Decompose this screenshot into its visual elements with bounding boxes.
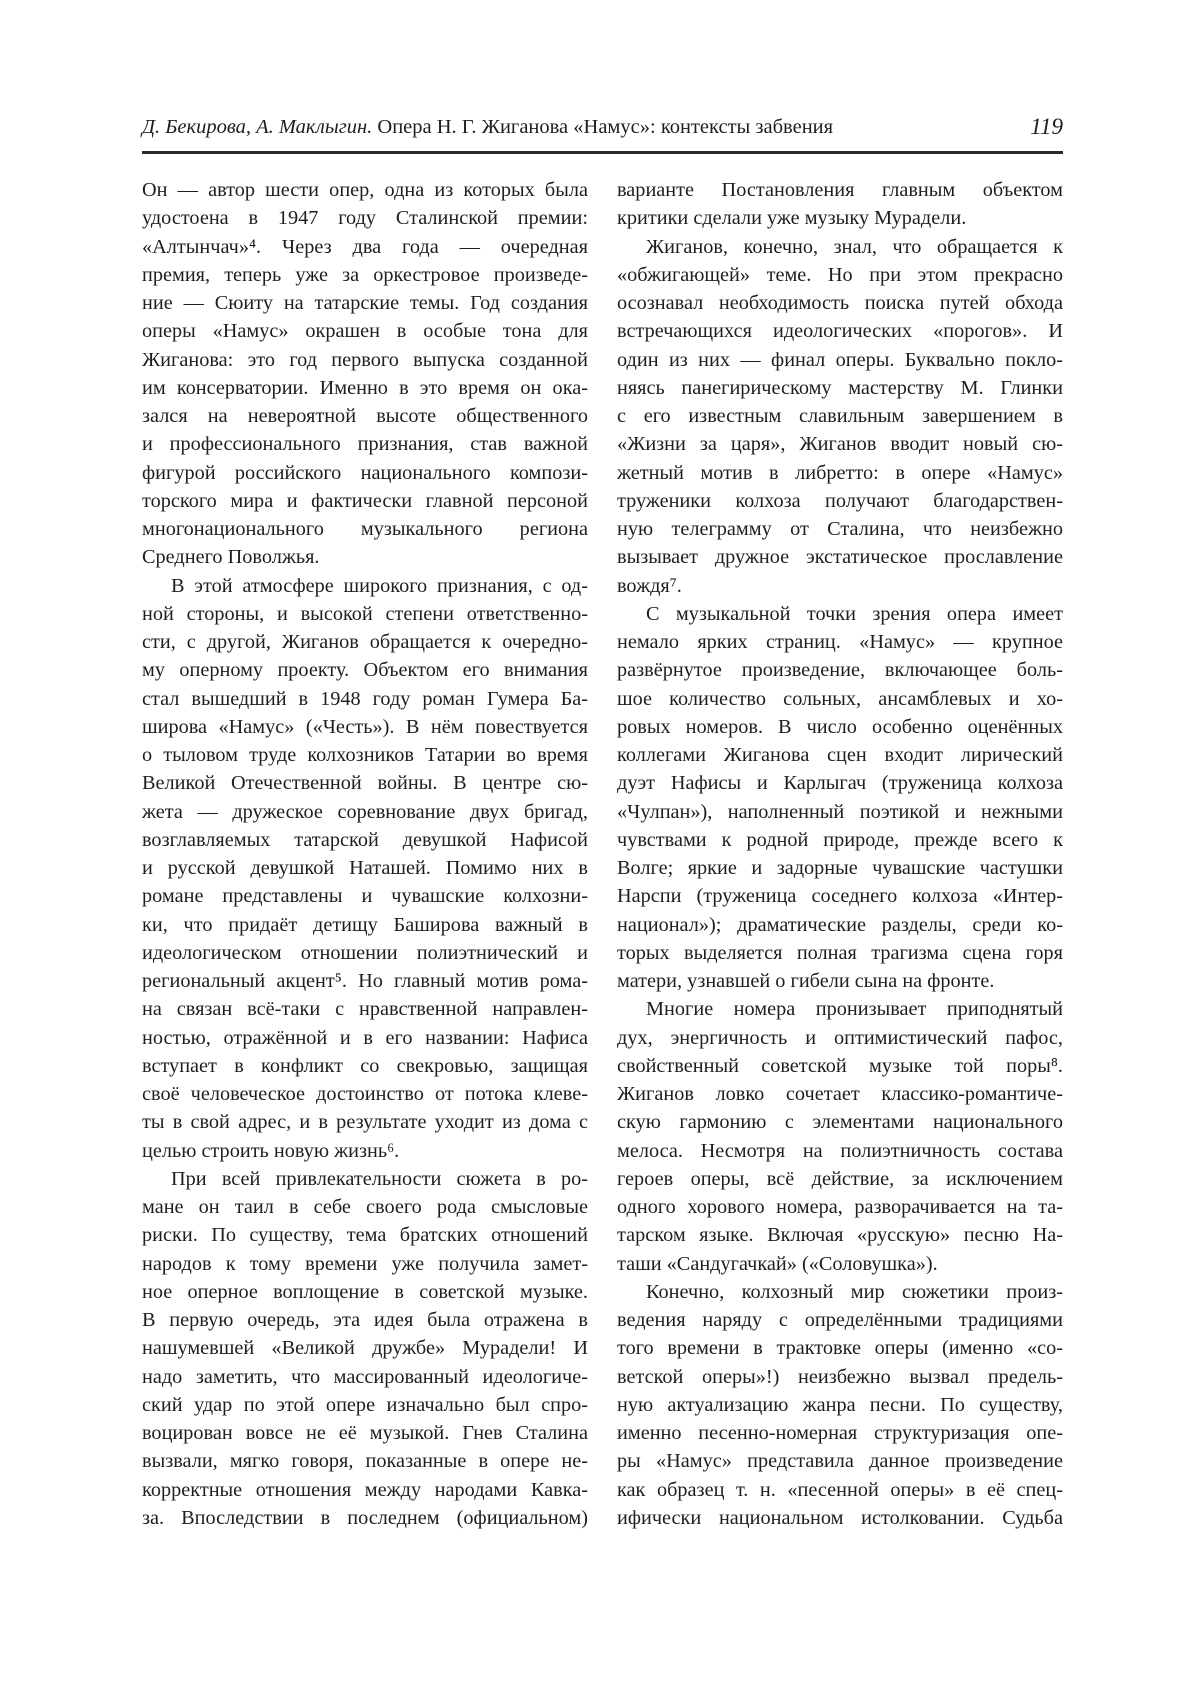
page-number: 119 [1030,112,1063,142]
text-line: ной стороны, и высокой степени ответственно- [142,600,588,628]
text-line: многонационального музыкального региона [142,515,588,543]
text-line: удостоена в 1947 году Сталинской премии: [142,204,588,232]
text-line: «Алтынчач»⁴. Через два года — очередная [142,233,588,261]
text-line: ние — Сюиту на татарские темы. Год создания [142,289,588,317]
text-line: ровых номеров. В число особенно оценённых [617,713,1063,741]
text-line: вызывает дружное экстатическое прославление [617,543,1063,571]
text-line: одного хорового номера, разворачивается на та- [617,1193,1063,1221]
text-line: жета — дружеское соревнование двух бригад, [142,798,588,826]
text-line: о тыловом труде колхозников Татарии во время [142,741,588,769]
text-line: скую гармонию с элементами национального [617,1108,1063,1136]
text-line: романе представлены и чувашские колхозни- [142,882,588,910]
text-line: осознавал необходимость поиска путей обхода [617,289,1063,317]
text-line: тарском языке. Включая «русскую» песню На- [617,1221,1063,1249]
text-line: ветской оперы»!) неизбежно вызвал предель- [617,1363,1063,1391]
header-rule [142,151,1063,154]
text-line: именно песенно-номерная структуризация опе- [617,1419,1063,1447]
text-line: на связан всё-таки с нравственной направлен- [142,995,588,1023]
text-line: и русской девушкой Наташей. Помимо них в [142,854,588,882]
text-line: того времени в трактовке оперы (именно «со- [617,1334,1063,1362]
text-line: за. Впоследствии в последнем (официальном) [142,1504,588,1532]
right-column [617,176,1063,1532]
text-line: В первую очередь, эта идея была отражена в [142,1306,588,1334]
text-line: немало ярких страниц. «Намус» — крупное [617,628,1063,656]
text-line: «Чулпан»), наполненный поэтикой и нежными [617,798,1063,826]
text-line: национал»); драматические разделы, среди ко- [617,911,1063,939]
text-line: Жиганов ловко сочетает классико-романтиче- [617,1080,1063,1108]
text-line: Великой Отечественной войны. В центре сю- [142,769,588,797]
text-line: своё человеческое достоинство от потока клеве- [142,1080,588,1108]
text-line: ифически национальном истолковании. Судьба [617,1504,1063,1532]
paragraph [142,572,588,1165]
running-header [142,112,1063,142]
header-authors: Д. Бекирова, А. Маклыгин. [142,116,372,138]
text-line: сти, с другой, Жиганов обращается к очередно- [142,628,588,656]
text-line: нашумевшей «Великой дружбе» Мурадели! И [142,1334,588,1362]
text-line: Среднего Поволжья. [142,543,588,571]
text-line: с его известным славильным завершением в [617,402,1063,430]
text-line: свойственный советской музыке той поры⁸. [617,1052,1063,1080]
text-line: широва «Намус» («Честь»). В нём повествуется [142,713,588,741]
text-line: коллегами Жиганова сцен входит лирический [617,741,1063,769]
paragraph [142,1165,588,1532]
text-line: ки, что придаёт детищу Баширова важный в [142,911,588,939]
text-line: риски. По существу, тема братских отношений [142,1221,588,1249]
text-line: ский удар по этой опере изначально был спро- [142,1391,588,1419]
text-line: региональный акцент⁵. Но главный мотив рома- [142,967,588,995]
text-line: «Жизни за царя», Жиганов вводит новый сю- [617,430,1063,458]
paragraph [617,995,1063,1278]
text-line: им консерватории. Именно в это время он ока- [142,374,588,402]
header-title: Опера Н. Г. Жиганова «Намус»: контексты забвения [377,116,833,138]
text-line: и профессионального признания, став важной [142,430,588,458]
text-line: ры «Намус» представила данное произведение [617,1447,1063,1475]
text-line: шое количество сольных, ансамблевых и хо- [617,685,1063,713]
paragraph [617,233,1063,600]
paragraph [617,176,1063,233]
text-line: таши «Сандугачкай» («Соловушка»). [617,1250,1063,1278]
text-line: целью строить новую жизнь⁶. [142,1137,588,1165]
text-line: критики сделали уже музыку Мурадели. [617,204,1063,232]
left-column [142,176,588,1532]
text-line: При всей привлекательности сюжета в ро- [142,1165,588,1193]
text-line: Жиганов, конечно, знал, что обращается к [617,233,1063,261]
paragraph [142,176,588,572]
text-line: ное оперное воплощение в советской музыке. [142,1278,588,1306]
text-line: дух, энергичность и оптимистический пафос, [617,1024,1063,1052]
text-line: «обжигающей» теме. Но при этом прекрасно [617,261,1063,289]
text-line: развёрнутое произведение, включающее боль- [617,656,1063,684]
text-line: ведения наряду с определёнными традициями [617,1306,1063,1334]
text-line: фигурой российского национального компози- [142,459,588,487]
text-line: надо заметить, что массированный идеологиче- [142,1363,588,1391]
text-line: мане он таил в себе своего рода смысловые [142,1193,588,1221]
text-line: няясь панегирическому мастерству М. Глинки [617,374,1063,402]
text-line: ную телеграмму от Сталина, что неизбежно [617,515,1063,543]
text-line: оперы «Намус» окрашен в особые тона для [142,317,588,345]
text-line: торых выделяется полная трагизма сцена горя [617,939,1063,967]
text-line: корректные отношения между народами Кавка- [142,1476,588,1504]
text-line: как образец т. н. «песенной оперы» в её спец- [617,1476,1063,1504]
text-line: вызвали, мягко говоря, показанные в опере не- [142,1447,588,1475]
text-line: торского мира и фактически главной персоной [142,487,588,515]
text-line: зался на невероятной высоте общественного [142,402,588,430]
text-line: матери, узнавшей о гибели сына на фронте. [617,967,1063,995]
text-line: дуэт Нафисы и Карлыгач (труженица колхоза [617,769,1063,797]
text-line: воцирован вовсе не её музыкой. Гнев Сталина [142,1419,588,1447]
text-line: вождя⁷. [617,572,1063,600]
text-line: возглавляемых татарской девушкой Нафисой [142,826,588,854]
text-line: чувствами к родной природе, прежде всего к [617,826,1063,854]
text-line: мелоса. Несмотря на полиэтничность состава [617,1137,1063,1165]
text-line: один из них — финал оперы. Буквально покло- [617,346,1063,374]
text-line: труженики колхоза получают благодарствен- [617,487,1063,515]
text-line: С музыкальной точки зрения опера имеет [617,600,1063,628]
text-line: жетный мотив в либретто: в опере «Намус» [617,459,1063,487]
text-line: встречающихся идеологических «порогов». И [617,317,1063,345]
text-line: Жиганова: это год первого выпуска созданной [142,346,588,374]
text-line: Нарспи (труженица соседнего колхоза «Интер- [617,882,1063,910]
paragraph [617,1278,1063,1532]
text-line: Волге; яркие и задорные чувашские частушки [617,854,1063,882]
text-line: Многие номера пронизывает приподнятый [617,995,1063,1023]
text-line: премия, теперь уже за оркестровое произведе- [142,261,588,289]
text-line: ностью, отражённой и в его названии: Нафиса [142,1024,588,1052]
text-line: В этой атмосфере широкого признания, с од- [142,572,588,600]
text-line: Конечно, колхозный мир сюжетики произ- [617,1278,1063,1306]
text-line: Он — автор шести опер, одна из которых была [142,176,588,204]
text-line: ную актуализацию жанра песни. По существу, [617,1391,1063,1419]
paragraph [617,600,1063,996]
text-line: героев оперы, всё действие, за исключением [617,1165,1063,1193]
text-line: му оперному проекту. Объектом его внимания [142,656,588,684]
text-line: стал вышедший в 1948 году роман Гумера Ба- [142,685,588,713]
text-line: вступает в конфликт со свекровью, защищая [142,1052,588,1080]
text-line: народов к тому времени уже получила замет- [142,1250,588,1278]
text-line: варианте Постановления главным объектом [617,176,1063,204]
text-line: идеологическом отношении полиэтнический и [142,939,588,967]
text-line: ты в свой адрес, и в результате уходит из дома с [142,1108,588,1136]
